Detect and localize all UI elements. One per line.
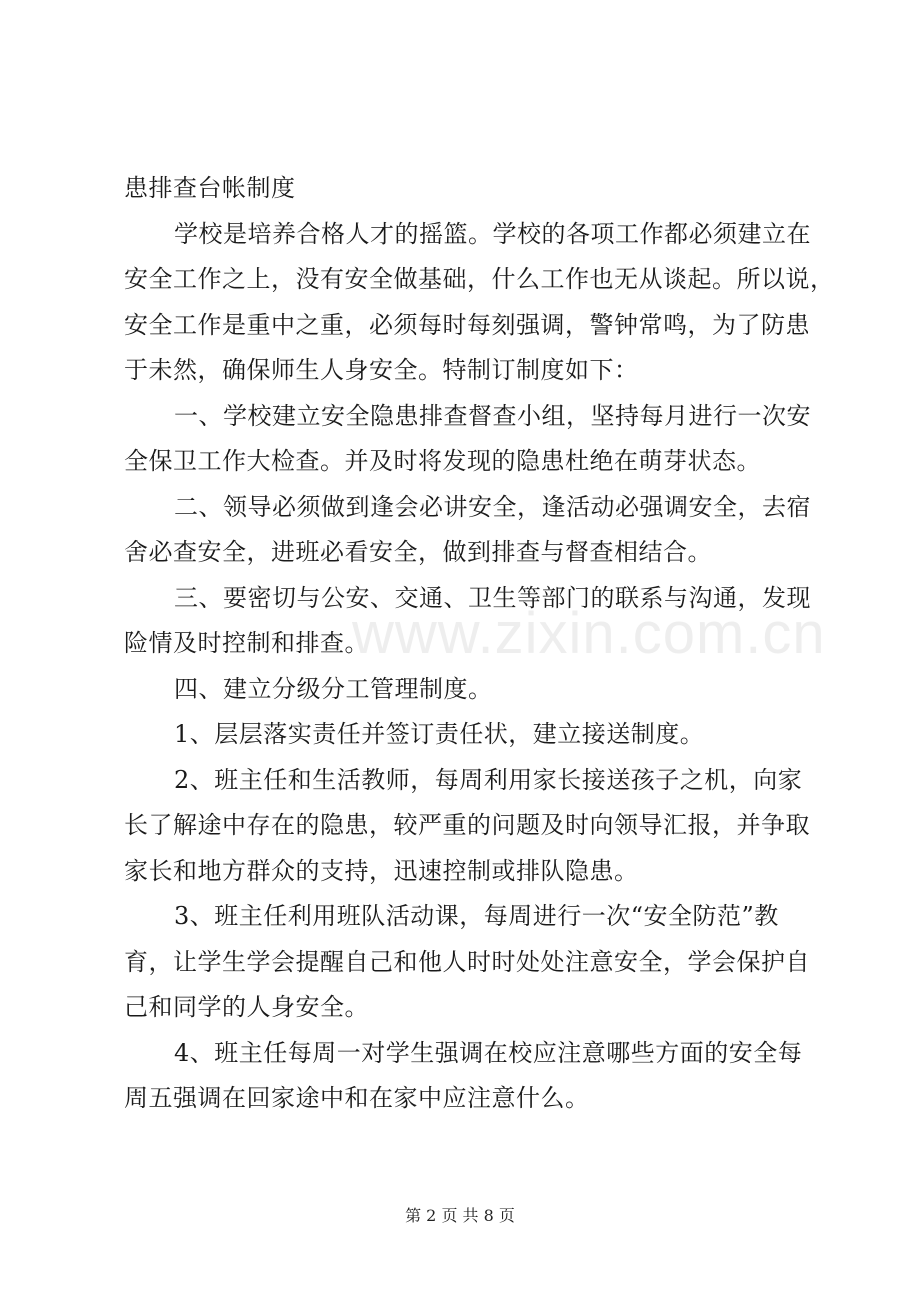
text-line: 3、班主任利用班队活动课，每周进行一次“安全防范”教 [174, 902, 779, 930]
text-line: 四、建立分级分工管理制度。 [174, 674, 493, 703]
text-line: 一、学校建立安全隐患排查督查小组，坚持每月进行一次安 [174, 401, 811, 430]
page-footer: 第 2 页 共 8 页 [405, 1206, 515, 1225]
text-line: 患排查台帐制度 [124, 174, 296, 202]
text-line: 于未然，确保师生人身安全。特制订制度如下： [124, 356, 639, 384]
text-line: 周五强调在回家途中和在家中应注意什么。 [124, 1084, 590, 1112]
text-line: 安全工作之上，没有安全做基础，什么工作也无从谈起。所以说， [124, 265, 835, 293]
text-line: 4、班主任每周一对学生强调在校应注意哪些方面的安全每 [174, 1038, 803, 1067]
text-line: 育，让学生学会提醒自己和他人时时处处注意安全，学会保护自 [124, 947, 810, 976]
text-line: 三、要密切与公安、交通、卫生等部门的联系与沟通，发现 [174, 583, 811, 612]
text-line: 舍必查安全，进班必看安全，做到排查与督查相结合。 [124, 538, 712, 566]
text-line: 己和同学的人身安全。 [124, 993, 369, 1021]
text-line: 二、领导必须做到逢会必讲安全，逢活动必强调安全，去宿 [174, 492, 811, 521]
text-line: 1、层层落实责任并签订责任状，建立接送制度。 [174, 720, 705, 748]
text-line: 安全工作是重中之重，必须每时每刻强调，警钟常鸣，为了防患 [124, 310, 810, 339]
text-line: 学校是培养合格人才的摇篮。学校的各项工作都必须建立在 [174, 219, 811, 248]
watermark: www.zixin.com.cn [352, 601, 826, 666]
text-line: 全保卫工作大检查。并及时将发现的隐患杜绝在萌芽状态。 [124, 447, 761, 475]
text-line: 险情及时控制和排查。 [124, 629, 369, 657]
text-line: 家长和地方群众的支持，迅速控制或排队隐患。 [124, 856, 639, 885]
text-line: 长了解途中存在的隐患，较严重的问题及时向领导汇报，并争取 [124, 811, 810, 839]
text-line: 2、班主任和生活教师，每周利用家长接送孩子之机，向家 [174, 765, 803, 794]
